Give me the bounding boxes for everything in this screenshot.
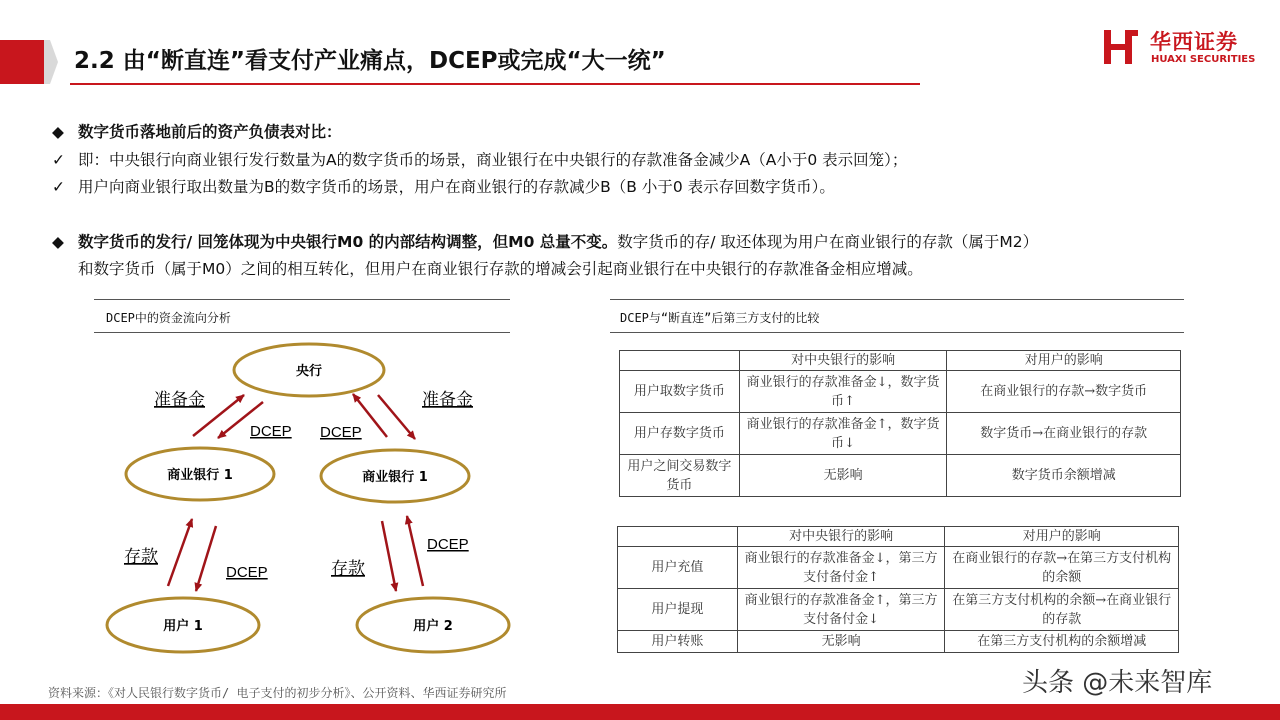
deposit-arrow-left — [168, 519, 192, 586]
table-row — [618, 631, 1179, 653]
left-panel-title-rule — [94, 332, 510, 333]
user-2-label: 用户 2 — [413, 619, 453, 634]
dcep-label-bottom-left: DCEP — [226, 564, 268, 581]
diamond-bullet-icon: ◆ — [52, 233, 64, 251]
table-row — [620, 455, 1181, 497]
table-cell: 商业银行的存款准备金↓，第三方支付备付金↑ — [737, 547, 945, 589]
bullet-1-item-1 — [52, 149, 907, 171]
huaxi-logo-icon — [1102, 28, 1140, 66]
right-panel-title-rule — [610, 332, 1184, 333]
bank-2-label: 商业银行 1 — [362, 470, 428, 485]
table-header-cell: 对中央银行的影响 — [737, 527, 945, 547]
table-cell: 商业银行的存款准备金↑，数字货币↓ — [739, 413, 947, 455]
table-row — [620, 413, 1181, 455]
dcep-arrow-bottom-left — [196, 526, 216, 591]
checkmark-icon: ✓ — [52, 151, 65, 169]
dcep-arrow-bottom-right — [407, 516, 423, 586]
table-header-cell: 对用户的影响 — [947, 351, 1181, 371]
deposit-arrow-right — [382, 521, 396, 591]
table-row — [618, 547, 1179, 589]
table-header-row — [620, 351, 1181, 371]
table-cell: 无影响 — [737, 631, 945, 653]
table-header-row — [618, 527, 1179, 547]
dcep-label-bottom-right: DCEP — [427, 536, 469, 553]
page-title: 2.2 由“断直连”看支付产业痛点，DCEP或完成“大一统” — [74, 48, 666, 74]
dcep-label-top-left: DCEP — [250, 423, 292, 440]
user-1-label: 用户 1 — [163, 619, 203, 634]
header-accent-bar — [0, 40, 44, 84]
deposit-label-right: 存款 — [331, 559, 365, 579]
comparison-table-dcep — [619, 350, 1181, 497]
left-panel-top-rule — [94, 299, 510, 300]
bullet-1-item-2 — [52, 176, 835, 198]
table-header-cell — [620, 351, 740, 371]
brand-name-cn: 华西证券 — [1150, 30, 1238, 54]
table-cell: 用户取数字货币 — [620, 371, 740, 413]
table-cell: 在第三方支付机构的余额→在商业银行的存款 — [945, 589, 1179, 631]
fund-flow-diagram — [90, 336, 520, 660]
bullet-2 — [52, 231, 1038, 253]
table-cell: 用户转账 — [618, 631, 738, 653]
bullet-2-continuation: 和数字货币（属于M0）之间的相互转化，但用户在商业银行存款的增减会引起商业银行在中央银行的存款准备金相应增减。 — [78, 260, 923, 278]
bank-1-label: 商业银行 1 — [167, 468, 233, 483]
table-cell: 商业银行的存款准备金↑，第三方支付备付金↓ — [737, 589, 945, 631]
table-cell: 在第三方支付机构的余额增减 — [945, 631, 1179, 653]
reserve-label-right: 准备金 — [422, 390, 473, 410]
table-cell: 数字货币→在商业银行的存款 — [947, 413, 1181, 455]
deposit-label-left: 存款 — [124, 547, 158, 567]
left-panel-title: DCEP中的资金流向分析 — [106, 311, 231, 325]
bullet-2-rest: 数字货币的存/ 取还体现为用户在商业银行的存款（属于M2） — [617, 233, 1039, 251]
table-header-cell: 对中央银行的影响 — [739, 351, 947, 371]
brand-name-en: HUAXI SECURITIES — [1151, 54, 1256, 65]
table-cell: 在商业银行的存款→数字货币 — [947, 371, 1181, 413]
right-panel-title: DCEP与“断直连”后第三方支付的比较 — [620, 311, 820, 325]
checkmark-icon: ✓ — [52, 178, 65, 196]
title-underline — [70, 83, 920, 85]
table-row — [618, 589, 1179, 631]
table-row — [620, 371, 1181, 413]
reserve-label-left: 准备金 — [154, 390, 205, 410]
table-cell: 用户提现 — [618, 589, 738, 631]
table-cell: 数字货币余额增减 — [947, 455, 1181, 497]
bullet-1 — [52, 121, 342, 143]
header-accent-chevron — [44, 40, 58, 84]
right-panel-top-rule — [610, 299, 1184, 300]
comparison-table-third-party — [617, 526, 1179, 653]
table-header-cell: 对用户的影响 — [945, 527, 1179, 547]
bullet-2-bold: 数字货币的发行/ 回笼体现为中央银行M0 的内部结构调整，但M0 总量不变。 — [78, 233, 618, 251]
bullet-1-title: 数字货币落地前后的资产负债表对比： — [78, 123, 342, 141]
bullet-1-item-2-text: 用户向商业银行取出数量为B的数字货币的场景，用户在商业银行的存款减少B（B 小于0 表示存回数字货币）。 — [78, 178, 835, 196]
table-cell: 用户存数字货币 — [620, 413, 740, 455]
table-cell: 商业银行的存款准备金↓，数字货币↑ — [739, 371, 947, 413]
table-cell: 用户充值 — [618, 547, 738, 589]
dcep-label-top-right: DCEP — [320, 424, 362, 441]
bullet-1-item-1-text: 即：中央银行向商业银行发行数量为A的数字货币的场景，商业银行在中央银行的存款准备金减少A（A小于0 表示回笼）； — [78, 151, 908, 169]
table-cell: 用户之间交易数字货币 — [620, 455, 740, 497]
diamond-bullet-icon: ◆ — [52, 123, 64, 141]
table-header-cell — [618, 527, 738, 547]
source-note: 资料来源：《对人民银行数字货币/ 电子支付的初步分析》、公开资料、华西证券研究所 — [48, 686, 507, 700]
footer-accent-bar — [0, 704, 1280, 720]
watermark: 头条 @未来智库 — [1022, 668, 1213, 698]
central-bank-label: 央行 — [295, 364, 323, 379]
table-cell: 无影响 — [739, 455, 947, 497]
table-cell: 在商业银行的存款→在第三方支付机构的余额 — [945, 547, 1179, 589]
